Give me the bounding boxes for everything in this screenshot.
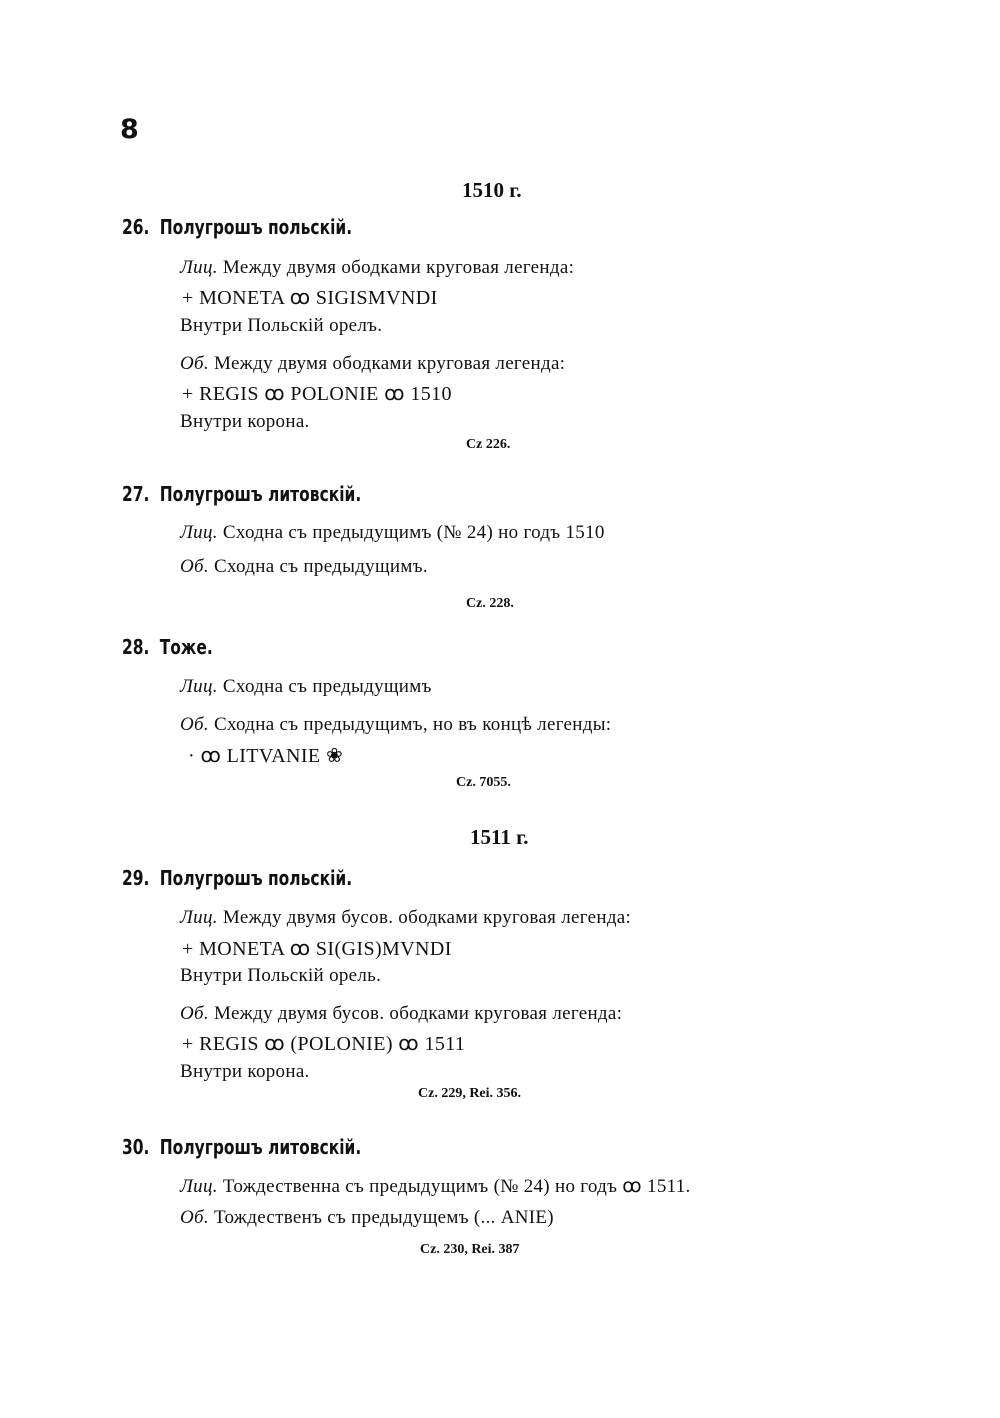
entry-26-obverse-inner: Внутри Польскій орелъ. [180, 315, 383, 336]
reverse-text: Между двумя ободками круговая легенда: [214, 353, 566, 374]
entry-number: 27. [122, 482, 150, 506]
entry-29-obverse-legend: + MONETA ꝏ SI(GIS)MVNDI [182, 938, 452, 960]
reverse-label: Об. [180, 1207, 209, 1228]
entry-26-reverse-legend: + REGIS ꝏ POLONIE ꝏ 1510 [182, 383, 452, 405]
entry-number: 29. [122, 866, 150, 890]
obverse-label: Лиц. [180, 522, 218, 543]
entry-30-obverse [180, 1175, 691, 1198]
obverse-text: Сходна съ предыдущимъ (№ 24) но годъ 1510 [222, 522, 605, 543]
entry-number: 30. [122, 1135, 150, 1159]
entry-28-reference: Cz. 7055. [456, 775, 511, 790]
entry-26-reverse-inner: Внутри корона. [180, 411, 310, 432]
reverse-text: Сходна съ предыдущимъ. [214, 556, 428, 577]
obverse-text: Сходна съ предыдущимъ [222, 676, 432, 697]
obverse-label: Лиц. [180, 257, 218, 278]
reverse-label: Об. [180, 1003, 209, 1024]
entry-title: Полугрошъ литовскій. [159, 482, 362, 506]
obverse-text: Между двумя ободками круговая легенда: [222, 257, 575, 278]
obverse-label: Лиц. [180, 1176, 218, 1197]
obverse-text: Между двумя бусов. ободками круговая легенда: [222, 907, 632, 928]
entry-30-reference: Cz. 230, Rei. 387 [420, 1242, 520, 1257]
entry-28-reverse-legend: · ꝏ LITVANIE ❀ [188, 745, 344, 767]
entry-title: Полугрошъ польскій. [159, 215, 353, 239]
reverse-label: Об. [180, 353, 209, 374]
entry-26-reference: Cz 226. [466, 437, 511, 452]
entry-29-reverse [180, 1003, 622, 1025]
entry-27-heading [122, 482, 361, 506]
reverse-text: Тождественъ съ предыдущемъ (... ANIE) [214, 1207, 554, 1228]
entry-29-reference: Cz. 229, Rei. 356. [418, 1086, 522, 1101]
entry-number: 26. [122, 215, 150, 239]
entry-29-heading [122, 866, 352, 890]
entry-29-obverse-inner: Внутри Польскій орель. [180, 965, 382, 986]
entry-29-reverse-inner: Внутри корона. [180, 1061, 310, 1082]
reverse-label: Об. [180, 556, 209, 577]
entry-title: Тоже. [159, 635, 213, 659]
year-heading-1510: 1510 г. [462, 178, 522, 202]
entry-number: 28. [122, 635, 150, 659]
entry-30-reverse [180, 1207, 554, 1229]
entry-30-heading [122, 1135, 361, 1159]
reverse-text: Сходна съ предыдущимъ, но въ концѣ легенды: [214, 714, 612, 735]
obverse-text: Тождественна съ предыдущимъ (№ 24) но годъ ꝏ 1511. [222, 1176, 691, 1197]
entry-28-reverse [180, 714, 611, 736]
entry-26-reverse [180, 353, 565, 375]
obverse-label: Лиц. [180, 907, 218, 928]
entry-26-heading [122, 215, 352, 239]
page-number: 8 [120, 114, 139, 145]
reverse-label: Об. [180, 714, 209, 735]
entry-title: Полугрошъ польскій. [159, 866, 353, 890]
entry-26-obverse [180, 257, 574, 279]
entry-27-reference: Cz. 228. [466, 596, 514, 611]
entry-29-obverse [180, 907, 631, 929]
entry-title: Полугрошъ литовскій. [159, 1135, 362, 1159]
obverse-label: Лиц. [180, 676, 218, 697]
entry-28-obverse [180, 676, 432, 698]
entry-27-obverse [180, 522, 605, 544]
entry-27-reverse [180, 556, 428, 578]
entry-29-reverse-legend: + REGIS ꝏ (POLONIE) ꝏ 1511 [182, 1033, 466, 1055]
reverse-text: Между двумя бусов. ободками круговая легенда: [214, 1003, 623, 1024]
entry-28-heading [122, 635, 213, 659]
year-heading-1511: 1511 г. [470, 825, 529, 849]
entry-26-obverse-legend: + MONETA ꝏ SIGISMVNDI [182, 287, 438, 309]
